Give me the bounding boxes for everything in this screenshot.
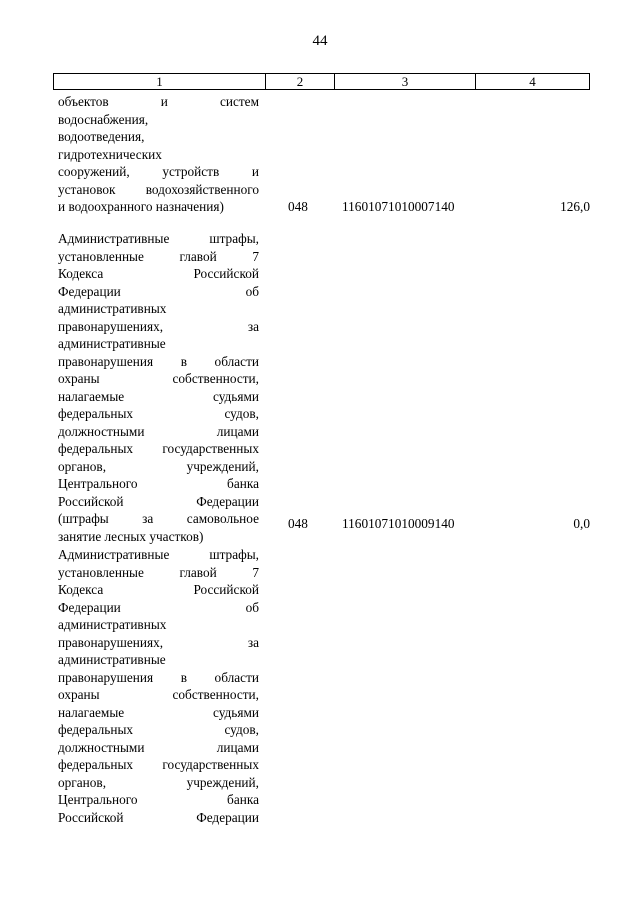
description-line: Федерации об [58, 599, 259, 615]
description-line: установок водохозяйственного [58, 181, 259, 197]
description-line: Федерации об [58, 283, 259, 299]
description-line: должностными лицами [58, 739, 259, 755]
description-line: занятие лесных участков) [58, 528, 204, 544]
table-row-description [58, 546, 259, 826]
description-line: правонарушения в области [58, 669, 259, 685]
description-line: налагаемые судьями [58, 704, 259, 720]
description-line: Российской Федерации [58, 493, 259, 509]
table-cell-amount: 126,0 [560, 199, 590, 214]
page-number: 44 [312, 33, 328, 49]
description-line: охраны собственности, [58, 371, 259, 386]
description-line: федеральных судов, [58, 722, 259, 737]
description-line: Административные штрафы, [58, 547, 259, 562]
description-line: административных [58, 301, 167, 316]
description-line: административные [58, 336, 166, 351]
description-line: установленные главой 7 [58, 248, 259, 264]
description-line: Центрального банка [58, 792, 259, 807]
table-cell-kbk: 11601071010007140 [342, 199, 455, 214]
description-line: правонарушениях, за [58, 318, 259, 334]
description-line: федеральных судов, [58, 406, 259, 421]
description-line: правонарушения в области [58, 353, 259, 369]
description-line: (штрафы за самовольное [58, 511, 259, 526]
description-line: федеральных государственных [58, 757, 259, 772]
table-cell-code: 048 [288, 516, 308, 531]
column-header-2: 2 [265, 74, 334, 89]
description-line: объектов и систем [58, 94, 259, 109]
description-line: органов, учреждений, [58, 774, 259, 790]
description-line: и водоохранного назначения) [58, 199, 224, 214]
description-line: должностными лицами [58, 423, 259, 439]
description-line: Кодекса Российской [58, 266, 259, 281]
table-cell-code: 048 [288, 199, 308, 214]
description-line: налагаемые судьями [58, 388, 259, 404]
column-header-3: 3 [334, 74, 475, 89]
description-line: сооружений, устройств и [58, 164, 259, 179]
description-line: водоотведения, [58, 129, 145, 144]
description-line: федеральных государственных [58, 441, 259, 456]
description-line: Кодекса Российской [58, 582, 259, 597]
table-cell-amount: 0,0 [573, 516, 590, 531]
description-line: органов, учреждений, [58, 458, 259, 474]
description-line: Российской Федерации [58, 809, 259, 825]
description-line: установленные главой 7 [58, 564, 259, 580]
column-header-1: 1 [156, 74, 163, 89]
description-line: гидротехнических [58, 146, 162, 162]
table-cell-kbk: 11601071010009140 [342, 516, 455, 531]
table-row-description [58, 230, 259, 545]
description-line: административных [58, 617, 167, 632]
description-line: административные [58, 652, 166, 667]
table-header-row [53, 73, 590, 90]
description-line: Центрального банка [58, 476, 259, 491]
column-header-4: 4 [475, 74, 589, 89]
description-line: правонарушениях, за [58, 634, 259, 650]
description-line: охраны собственности, [58, 687, 259, 702]
table-row-description [58, 93, 259, 216]
description-line: водоснабжения, [58, 111, 149, 127]
description-line: Административные штрафы, [58, 231, 259, 246]
